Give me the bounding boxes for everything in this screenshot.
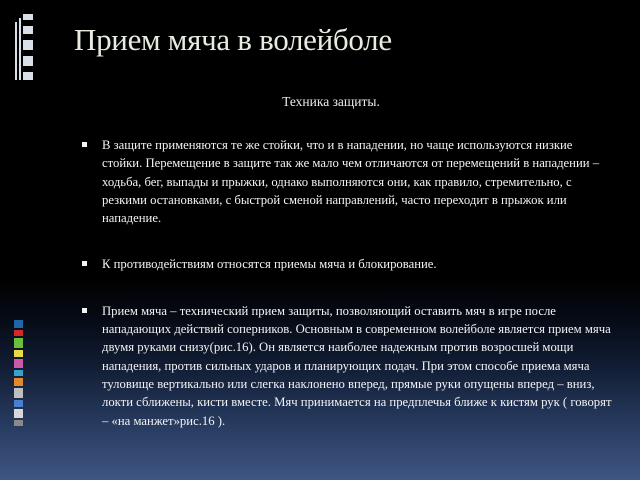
bullet-icon [82,308,87,313]
color-stack-block [14,338,23,348]
slide-title: Прием мяча в волейболе [74,22,392,57]
bullet-text: В защите применяются те же стойки, что и в нападении, но чаще используются низкие стойки. Перемещение в защите так же мало чем отличаются от перемещений в нападении – ходьба, бег, выпады и прыжки, однако выполняются они, как правило, стремительно, с резкими остановками, с быстрой сменой направлений, часто переходит в прыжок или нападение. [102,138,600,226]
color-stack-block [14,378,23,386]
bullet-text: Прием мяча – технический прием защиты, позволяющий оставить мяч в игре после нападающих действий соперников. Основным в современном волейболе является прием мяча двумя руками снизу(рис.16). Он является наиболее надежным против возросшей мощи нападения, против сильных ударов и планирующих подач. При этом способе приема мяча туловище вертикально или слегка наклонено вперед, прямые руки опущены вперед – вниз, локти сближены, кисти вместе. Мяч принимается на предплечья ближе к кистям рук ( говорят – «на манжет»рис.16 ). [102,303,612,428]
color-stack-block [14,320,23,328]
color-stack-block [14,330,23,336]
color-stack-block [14,350,23,357]
bullet-item [82,255,612,273]
color-stack-decoration [14,320,23,428]
color-stack-block [14,359,23,368]
bullet-icon [82,261,87,266]
bullet-icon [82,142,87,147]
color-stack-block [14,420,23,426]
color-stack-block [14,409,23,418]
bullet-list [82,128,612,430]
color-stack-block [14,400,23,407]
slide-subtitle: Техника защиты. [282,94,380,109]
bullet-text: К противодействиям относятся приемы мяча и блокирование. [102,257,437,272]
slide-emblem-icon [15,14,33,80]
bullet-item [82,302,612,430]
color-stack-block [14,388,23,398]
bullet-item [82,136,612,227]
color-stack-block [14,370,23,376]
